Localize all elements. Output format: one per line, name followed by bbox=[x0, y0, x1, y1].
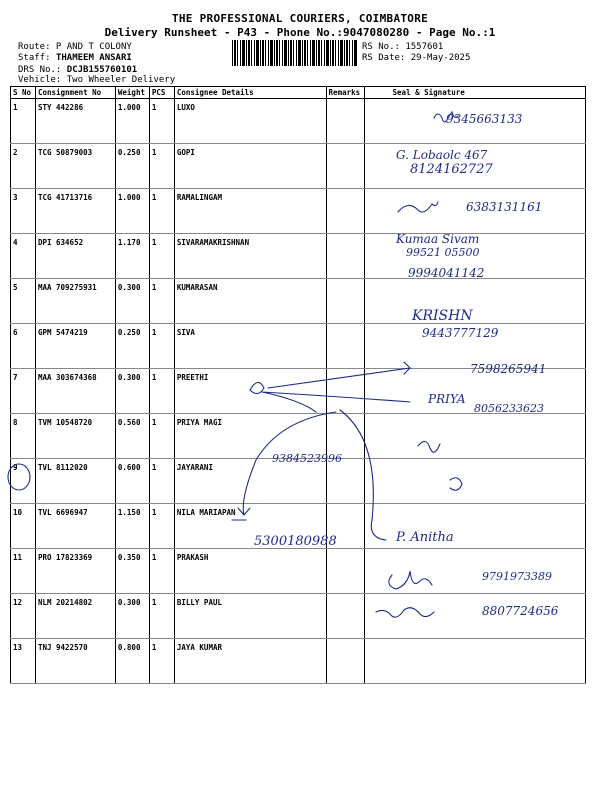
cell-signature bbox=[364, 639, 585, 684]
cell-pcs: 1 bbox=[149, 549, 174, 594]
header-consignment: Consignment No bbox=[35, 87, 115, 99]
handwritten-phone-6: 9443777129 bbox=[422, 326, 499, 340]
cell-consignment: STY 442286 bbox=[35, 99, 115, 144]
handwritten-name-11: P. Anitha bbox=[396, 530, 454, 545]
cell-pcs: 1 bbox=[149, 414, 174, 459]
cell-weight: 0.800 bbox=[115, 639, 149, 684]
header-remarks: Remarks bbox=[326, 87, 364, 99]
drs-label: DRS No.: bbox=[18, 65, 62, 75]
cell-remarks bbox=[326, 144, 364, 189]
table-row bbox=[11, 234, 586, 279]
cell-weight: 0.300 bbox=[115, 279, 149, 324]
cell-sno: 8 bbox=[11, 414, 36, 459]
cell-consignment: PRO 17823369 bbox=[35, 549, 115, 594]
cell-weight: 0.600 bbox=[115, 459, 149, 504]
cell-sno: 6 bbox=[11, 324, 36, 369]
rs-date: RS Date: 29-May-2025 bbox=[362, 53, 471, 63]
table-row bbox=[11, 144, 586, 189]
cell-pcs: 1 bbox=[149, 234, 174, 279]
header-signature: Seal & Signature bbox=[364, 87, 585, 99]
cell-pcs: 1 bbox=[149, 459, 174, 504]
route-label: Route: P AND T COLONY bbox=[18, 42, 132, 52]
cell-pcs: 1 bbox=[149, 639, 174, 684]
cell-consignment: MAA 709275931 bbox=[35, 279, 115, 324]
cell-remarks bbox=[326, 279, 364, 324]
handwritten-name-4: Kumaa Sivam bbox=[396, 232, 480, 246]
cell-pcs: 1 bbox=[149, 504, 174, 549]
cell-signature bbox=[364, 459, 585, 504]
cell-weight: 0.350 bbox=[115, 549, 149, 594]
handwritten-phone-3: 6383131161 bbox=[466, 200, 543, 214]
cell-sno: 1 bbox=[11, 99, 36, 144]
header-consignee: Consignee Details bbox=[174, 87, 326, 99]
cell-consignee: SIVARAMAKRISHNAN bbox=[174, 234, 326, 279]
table-row bbox=[11, 279, 586, 324]
cell-pcs: 1 bbox=[149, 99, 174, 144]
cell-remarks bbox=[326, 594, 364, 639]
runsheet-subtitle: Delivery Runsheet - P43 - Phone No.:9047080280 - Page No.:1 bbox=[104, 26, 496, 39]
cell-consignment: GPM 5474219 bbox=[35, 324, 115, 369]
cell-consignment: MAA 303674368 bbox=[35, 369, 115, 414]
handwritten-phone-1: 9345663133 bbox=[446, 112, 523, 126]
cell-consignee: NILA MARIAPAN bbox=[174, 504, 326, 549]
table-header-row bbox=[11, 87, 586, 99]
staff-name: THAMEEM ANSARI bbox=[55, 53, 132, 63]
cell-pcs: 1 bbox=[149, 369, 174, 414]
handwritten-note-2a: G. Lobaolc 467 bbox=[396, 148, 488, 162]
cell-remarks bbox=[326, 369, 364, 414]
handwritten-phone-2: 8124162727 bbox=[410, 162, 493, 177]
cell-signature bbox=[364, 549, 585, 594]
cell-consignment: TVM 10548720 bbox=[35, 414, 115, 459]
handwritten-phone-7: 7598265941 bbox=[470, 362, 547, 376]
cell-consignment: TCG 50879003 bbox=[35, 144, 115, 189]
cell-pcs: 1 bbox=[149, 189, 174, 234]
table-row bbox=[11, 639, 586, 684]
handwritten-phone-9: 9384523996 bbox=[272, 452, 342, 465]
cell-consignment: TVL 6696947 bbox=[35, 504, 115, 549]
cell-pcs: 1 bbox=[149, 324, 174, 369]
cell-consignee: PREETHI bbox=[174, 369, 326, 414]
cell-weight: 1.150 bbox=[115, 504, 149, 549]
cell-sno: 7 bbox=[11, 369, 36, 414]
handwritten-phone-5: 9994041142 bbox=[408, 266, 485, 280]
handwritten-phone-8: 8056233623 bbox=[474, 402, 544, 415]
cell-consignee: JAYA KUMAR bbox=[174, 639, 326, 684]
cell-sno: 2 bbox=[11, 144, 36, 189]
cell-sno: 10 bbox=[11, 504, 36, 549]
cell-weight: 1.000 bbox=[115, 99, 149, 144]
cell-signature bbox=[364, 414, 585, 459]
handwritten-phone-13: 8807724656 bbox=[482, 604, 559, 618]
runsheet-table bbox=[10, 86, 586, 684]
handwritten-phone-12: 9791973389 bbox=[482, 570, 552, 583]
barcode-image bbox=[232, 40, 358, 66]
cell-pcs: 1 bbox=[149, 279, 174, 324]
cell-weight: 1.000 bbox=[115, 189, 149, 234]
cell-sno: 4 bbox=[11, 234, 36, 279]
cell-consignee: SIVA bbox=[174, 324, 326, 369]
cell-sno: 11 bbox=[11, 549, 36, 594]
cell-consignee: BILLY PAUL bbox=[174, 594, 326, 639]
cell-weight: 0.560 bbox=[115, 414, 149, 459]
cell-consignee: GOPI bbox=[174, 144, 326, 189]
cell-weight: 0.250 bbox=[115, 144, 149, 189]
header-weight: Weight bbox=[115, 87, 149, 99]
cell-consignment: DPI 634652 bbox=[35, 234, 115, 279]
cell-consignee: JAYARANI bbox=[174, 459, 326, 504]
cell-consignee: KUMARASAN bbox=[174, 279, 326, 324]
cell-consignment: TVL 8112020 bbox=[35, 459, 115, 504]
cell-sno: 3 bbox=[11, 189, 36, 234]
cell-remarks bbox=[326, 459, 364, 504]
cell-pcs: 1 bbox=[149, 594, 174, 639]
cell-sno: 12 bbox=[11, 594, 36, 639]
table-body bbox=[11, 99, 586, 684]
drs-number: DCJB155760101 bbox=[66, 65, 138, 75]
vehicle-label: Vehicle: Two Wheeler Delivery bbox=[18, 75, 176, 85]
handwritten-phone-4: 99521 05500 bbox=[406, 246, 480, 259]
cell-sno: 13 bbox=[11, 639, 36, 684]
cell-signature bbox=[364, 279, 585, 324]
company-title: THE PROFESSIONAL COURIERS, COIMBATORE bbox=[171, 12, 429, 25]
cell-pcs: 1 bbox=[149, 144, 174, 189]
cell-remarks bbox=[326, 549, 364, 594]
cell-weight: 1.170 bbox=[115, 234, 149, 279]
cell-consignment: NLM 20214802 bbox=[35, 594, 115, 639]
cell-consignee: RAMALINGAM bbox=[174, 189, 326, 234]
cell-weight: 0.250 bbox=[115, 324, 149, 369]
table-row bbox=[11, 459, 586, 504]
staff-line bbox=[18, 53, 132, 63]
cell-sno: 5 bbox=[11, 279, 36, 324]
cell-sno: 9 bbox=[11, 459, 36, 504]
drs-line bbox=[18, 65, 137, 75]
handwritten-phone-10: 5300180988 bbox=[254, 534, 337, 549]
cell-remarks bbox=[326, 189, 364, 234]
cell-consignment: TCG 41713716 bbox=[35, 189, 115, 234]
handwritten-name-6: KRISHN bbox=[412, 308, 473, 324]
header-sno: S No bbox=[11, 87, 36, 99]
cell-consignee: PRAKASH bbox=[174, 549, 326, 594]
cell-remarks bbox=[326, 99, 364, 144]
handwritten-name-8: PRIYA bbox=[428, 392, 466, 406]
cell-weight: 0.300 bbox=[115, 369, 149, 414]
cell-consignee: LUXO bbox=[174, 99, 326, 144]
cell-weight: 0.300 bbox=[115, 594, 149, 639]
cell-remarks bbox=[326, 639, 364, 684]
cell-remarks bbox=[326, 234, 364, 279]
cell-consignment: TNJ 9422570 bbox=[35, 639, 115, 684]
header-pcs: PCS bbox=[149, 87, 174, 99]
staff-label: Staff: bbox=[18, 53, 51, 63]
rs-number: RS No.: 1557601 bbox=[362, 42, 444, 52]
cell-remarks bbox=[326, 324, 364, 369]
cell-consignee: PRIYA MAGI bbox=[174, 414, 326, 459]
